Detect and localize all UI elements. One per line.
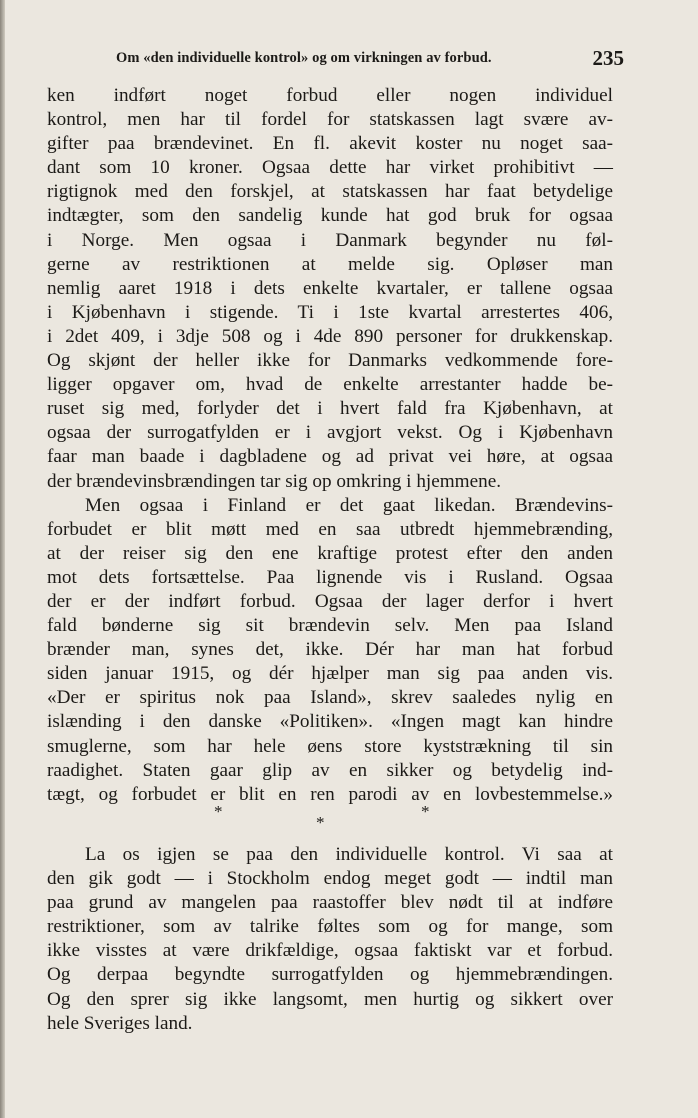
- text-line: kontrol, men har til fordel for statskassen lagt svære av-: [47, 109, 613, 131]
- text-line: dant som 10 kroner. Ogsaa dette har virket prohibitivt —: [47, 157, 613, 179]
- page-header: [116, 46, 624, 72]
- text-line: gerne av restriktionen at melde sig. Opløser man: [47, 253, 613, 275]
- text-line: mot dets fortsættelse. Paa lignende vis i Rusland. Ogsaa: [47, 566, 613, 588]
- asterism-star: *: [316, 813, 325, 832]
- section-break: [47, 800, 613, 834]
- text-line: siden januar 1915, og dér hjælper man sig paa anden vis.: [47, 663, 613, 685]
- asterism-star: *: [421, 802, 430, 821]
- text-line: den gik godt — i Stockholm endog meget godt — indtil man: [47, 868, 613, 890]
- text-line: der brændevinsbrændingen tar sig op omkring i hjemmene.: [47, 470, 502, 492]
- text-line: i 2det 409, i 3dje 508 og i 4de 890 personer for drukkenskap.: [47, 325, 613, 347]
- paragraph-1: [47, 84, 613, 494]
- text-line: forbudet er blit møtt med en saa utbredt hjemmebrænding,: [47, 518, 613, 540]
- text-line: La os igjen se paa den individuelle kontrol. Vi saa at: [85, 844, 613, 865]
- asterism-star: *: [214, 802, 223, 821]
- text-line: fald bønderne sig sit brændevin selv. Men paa Island: [47, 615, 613, 637]
- paragraph-3: [47, 843, 613, 1036]
- text-line: ruset sig med, forlyder det i hvert fald fra Kjøbenhavn, at: [47, 398, 613, 420]
- text-line: restriktioner, som av talrike føltes som og for mange, som: [47, 916, 613, 938]
- body-text-bottom: [47, 843, 613, 1036]
- text-line: at der reiser sig den ene kraftige protest efter den anden: [47, 542, 613, 564]
- text-line: tægt, og forbudet er blit en ren parodi av en lovbestemmelse.»: [47, 783, 613, 805]
- text-line: der er der indført forbud. Ogsaa der lager derfor i hvert: [47, 590, 613, 612]
- text-line: ikke visstes at være drikfældige, ogsaa faktiskt var et forbud.: [47, 940, 613, 962]
- text-line: smuglerne, som har hele øens store kyststrækning til sin: [47, 735, 613, 757]
- text-line: brænder man, synes det, ikke. Dér har man hat forbud: [47, 639, 613, 661]
- text-line: islænding i den danske «Politiken». «Ingen magt kan hindre: [47, 711, 613, 733]
- text-line: i Kjøbenhavn i stigende. Ti i 1ste kvartal arrestertes 406,: [47, 301, 613, 323]
- text-line: gifter paa brændevinet. En fl. akevit koster nu noget saa-: [47, 133, 613, 155]
- text-line: ken indført noget forbud eller nogen individuel: [47, 85, 613, 106]
- text-line: indtægter, som den sandelig kunde hat god bruk for ogsaa: [47, 205, 613, 227]
- text-line: raadighet. Staten gaar glip av en sikker og betydelig ind-: [47, 759, 613, 781]
- text-line: rigtignok med den forskjel, at statskassen har faat betydelige: [47, 181, 613, 203]
- text-line: ligger opgaver om, hvad de enkelte arrestanter hadde be-: [47, 374, 613, 396]
- text-line: Men ogsaa i Finland er det gaat likedan. Brændevins-: [85, 494, 613, 516]
- page-edge: [0, 0, 5, 1118]
- paragraph-2: [47, 494, 613, 807]
- page-number: 235: [592, 46, 624, 70]
- text-line: ogsaa der surrogatfylden er i avgjort vekst. Og i Kjøbenhavn: [47, 422, 613, 444]
- text-line: nemlig aaret 1918 i dets enkelte kvartaler, er tallene ogsaa: [47, 277, 613, 299]
- text-line: Og den sprer sig ikke langsomt, men hurtig og sikkert over: [47, 988, 613, 1010]
- text-line: Og derpaa begyndte surrogatfylden og hjemmebrændingen.: [47, 964, 613, 986]
- text-line: faar man baade i dagbladene og ad privat vei høre, at ogsaa: [47, 446, 613, 468]
- body-text-top: [47, 84, 613, 807]
- running-title: Om «den individuelle kontrol» og om virkningen av forbud.: [116, 50, 492, 66]
- text-line: Og skjønt der heller ikke for Danmarks vedkommende fore-: [47, 350, 613, 372]
- text-line: hele Sveriges land.: [47, 1012, 193, 1034]
- text-line: paa grund av mangelen paa raastoffer blev nødt til at indføre: [47, 892, 613, 914]
- text-line: «Der er spiritus nok paa Island», skrev saaledes nylig en: [47, 687, 613, 709]
- text-line: i Norge. Men ogsaa i Danmark begynder nu føl-: [47, 229, 613, 251]
